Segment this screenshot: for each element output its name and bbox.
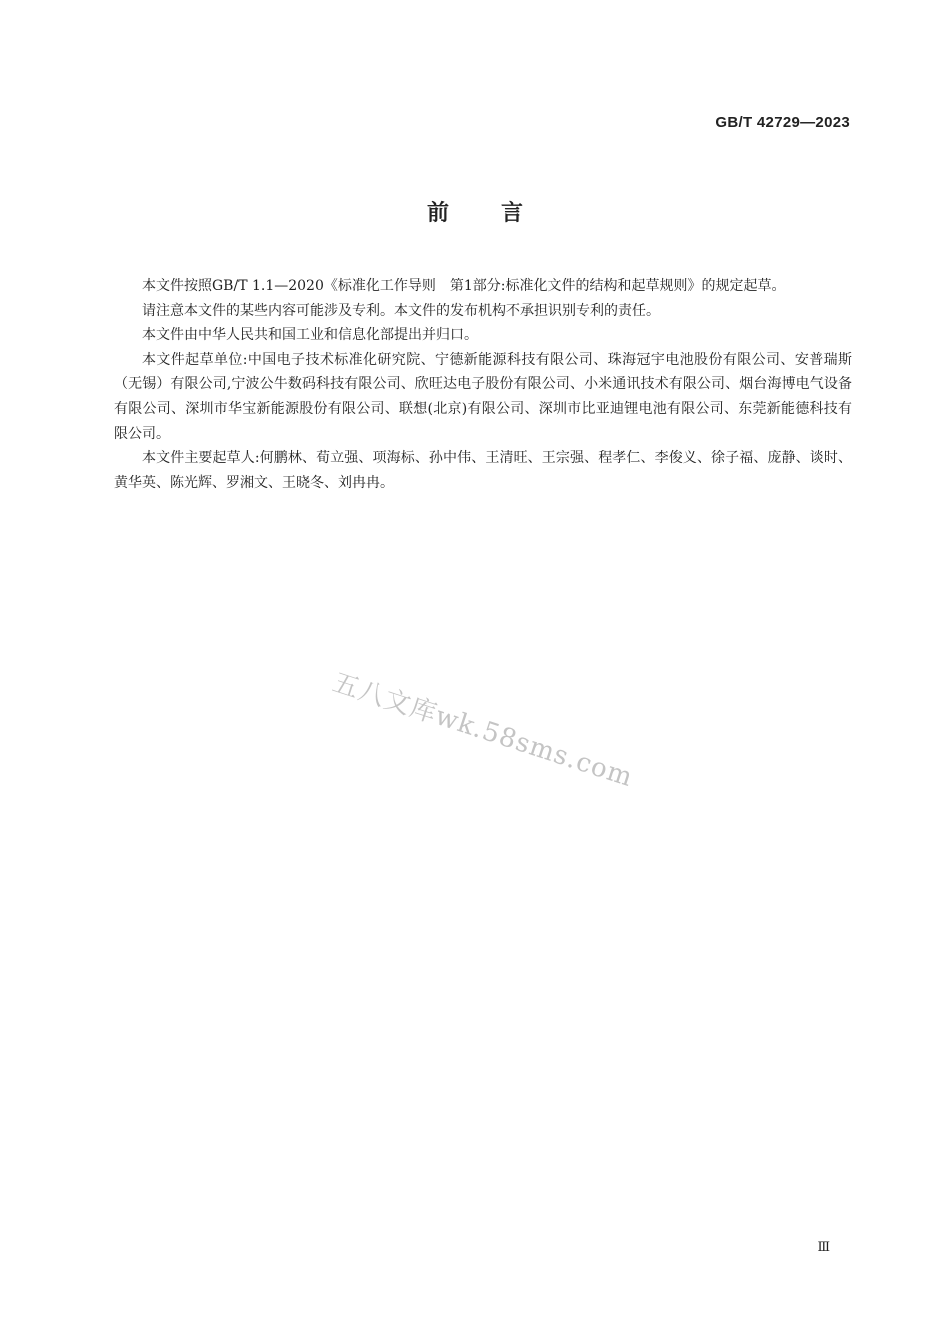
page-number: Ⅲ xyxy=(817,1240,830,1255)
paragraph-patent-notice: 请注意本文件的某些内容可能涉及专利。本文件的发布机构不承担识别专利的责任。 xyxy=(142,302,660,319)
page-title: 前言 xyxy=(426,201,575,226)
paragraph-drafting-units: 本文件起草单位:中国电子技术标准化研究院、宁德新能源科技有限公司、珠海冠宇电池股份有限公司、安普瑞斯（无锡）有限公司,宁波公牛数码科技有限公司、欣旺达电子股份有限公司、小米通讯技术有限公司、烟台海博电气设备有限公司、深圳市华宝新能源股份有限公司、联想(北京)有限公司、深圳市比亚迪锂电池有限公司、东莞新能德科技有限公司。 xyxy=(114,351,852,442)
body-text xyxy=(114,274,852,495)
paragraph-proposer: 本文件由中华人民共和国工业和信息化部提出并归口。 xyxy=(142,327,478,344)
paragraph-drafters: 本文件主要起草人:何鹏林、荀立强、项海标、孙中伟、王清旺、王宗强、程孝仁、李俊义、徐子福、庞静、谈时、黄华英、陈光辉、罗湘文、王晓冬、刘冉冉。 xyxy=(114,450,852,491)
paragraph-drafting-basis: 本文件按照GB/T 1.1—2020《标准化工作导则 第1部分:标准化文件的结构和起草规则》的规定起草。 xyxy=(142,278,786,294)
watermark: 五八文库wk.58sms.com xyxy=(328,667,637,794)
standard-number: GB/T 42729—2023 xyxy=(715,114,850,131)
